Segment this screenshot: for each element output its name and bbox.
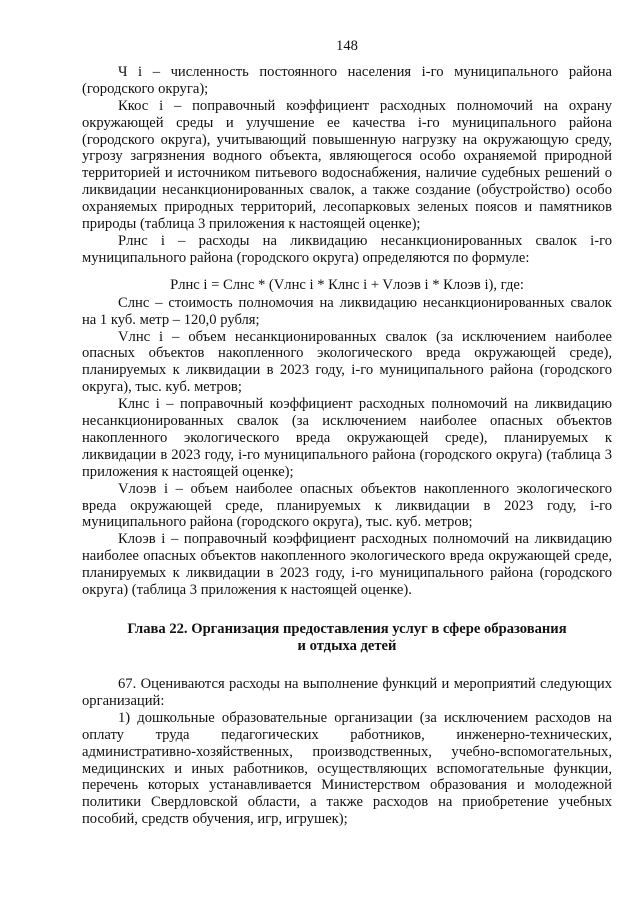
chapter-heading [82, 621, 612, 655]
paragraph-item-67-1: 1) дошкольные образовательные организации (за исключением расходов на оплату труда педагогических работников, инженерно-технических, административно-хозяйственных, производственных, учебно-вспомогательных, медицинских и иных работников, осуществляющих вспомогательные функции, перечень которых устанавливается Министерством образования и молодежной политики Свердловской области, а также расходов на приобретение учебных пособий, средств обучения, игр, игрушек); [82, 709, 612, 828]
paragraph-hazardous-coefficient: Клоэв i – поправочный коэффициент расходных полномочий на ликвидацию наиболее опасных объектов накопленного экологического вреда окружающей среде, планируемых к ликвидации в 2023 году, i-го муниципального района (городского округа) (таблица 3 приложения к настоящей оценке). [82, 531, 612, 599]
paragraph-hazardous-volume: Vлоэв i – объем наиболее опасных объектов накопленного экологического вреда окружающей среде, планируемых к ликвидации в 2023 году, i-го муниципального района (городского округа), тыс. куб. метров; [82, 480, 612, 531]
paragraph-population: Ч i – численность постоянного населения i-го муниципального района (городского округа); [82, 63, 612, 97]
chapter-heading-line-1: Глава 22. Организация предоставления услуг в сфере образования [127, 621, 567, 637]
paragraph-landfill-expenses: Рлнс i – расходы на ликвидацию несанкционированных свалок i-го муниципального района (городского округа) определяются по формуле: [82, 232, 612, 266]
chapter-heading-line-2: и отдыха детей [297, 638, 397, 654]
page-number: 148 [336, 38, 358, 54]
paragraph-item-67: 67. Оцениваются расходы на выполнение функций и мероприятий следующих организаций: [82, 676, 612, 709]
paragraph-landfill-volume: Vлнс i – объем несанкционированных свалок (за исключением наиболее опасных объектов накопленного экологического вреда окружающей среде), планируемых к ликвидации в 2023 году, i-го муниципального района (городского округа), тыс. куб. метров; [82, 328, 612, 396]
paragraph-correction-coefficient-environment: Ккос i – поправочный коэффициент расходных полномочий на охрану окружающей среды и улучшение ее качества i-го муниципального района (городского округа), учитывающий повышенную нагрузку на окружающую среду, угрозу загрязнения водного объекта, являющегося особо охраняемой природной территорией и источником питьевого водоснабжения, наличие судебных решений о ликвидации несанкционированных свалок, а также создание (обустройство) особо охраняемых природных территорий, лесопарковых зеленых поясов и памятников природы (таблица 3 приложения к настоящей оценке); [82, 97, 612, 233]
paragraph-cost-per-cubic-meter: Слнс – стоимость полномочия на ликвидацию несанкционированных свалок на 1 куб. метр – 120,0 рубля; [82, 294, 612, 328]
paragraph-landfill-coefficient: Клнс i – поправочный коэффициент расходных полномочий на ликвидацию несанкционированных свалок (за исключением наиболее опасных объектов накопленного экологического вреда окружающей среде), планируемых к ликвидации в 2023 году, i-го муниципального района (городского округа) (таблица 3 приложения к настоящей оценке); [82, 396, 612, 480]
formula: Рлнс i = Слнс * (Vлнс i * Клнс i + Vлоэв i * Клоэв i), где: [170, 276, 524, 293]
